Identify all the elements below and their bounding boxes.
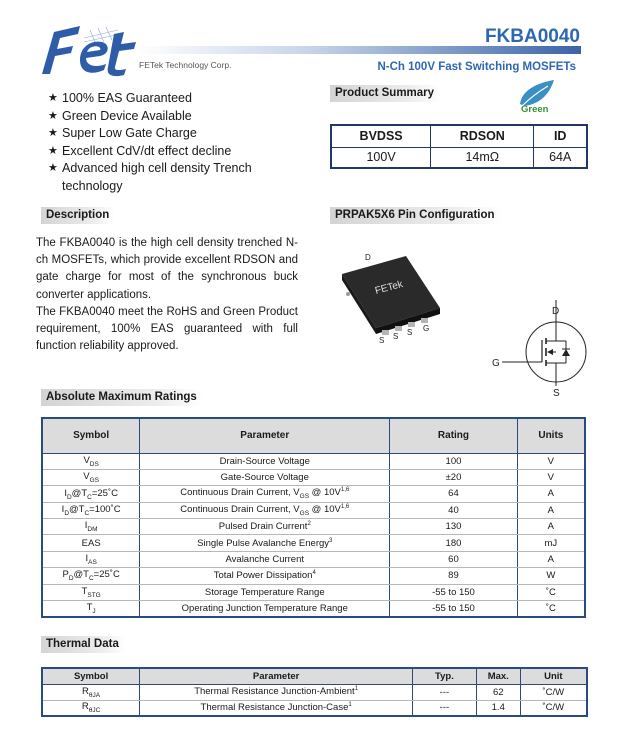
absolute-max-ratings-table: [41, 417, 586, 618]
rating-cell: 89: [390, 568, 517, 584]
symbol-subscript: D: [64, 509, 70, 517]
table-row: [42, 601, 585, 617]
symbol-cell: [42, 551, 140, 567]
column-header: Unit: [520, 668, 587, 684]
rating-cell: 60: [390, 551, 517, 567]
list-item: ★ Super Low Gate Charge: [48, 125, 288, 143]
symbol-text: V: [83, 471, 90, 483]
parameter-text: Gate-Source Voltage: [220, 472, 309, 484]
parameter-text: Thermal Resistance Junction-Case: [200, 702, 349, 714]
company-name: FETek Technology Corp.: [139, 60, 232, 70]
symbol-cell: [42, 502, 140, 518]
symbol-text: R: [81, 701, 89, 713]
symbol-subscript: D: [66, 493, 72, 501]
rating-cell: 100: [390, 453, 517, 469]
symbol-text: I: [64, 487, 67, 499]
table-header-row: [42, 418, 585, 453]
thermal-heading: Thermal Data: [41, 636, 125, 653]
table-row: [42, 700, 587, 716]
parameter-text: Storage Temperature Range: [204, 586, 325, 598]
footnote-ref: 3: [329, 537, 333, 544]
table-row: [331, 147, 587, 168]
pin-config-heading: PRPAK5X6 Pin Configuration: [330, 207, 501, 224]
column-header: Parameter: [140, 668, 413, 684]
max-cell: 1.4: [476, 700, 520, 716]
parameter-text: Thermal Resistance Junction-Ambient: [194, 686, 355, 698]
unit-cell: ˚C/W: [520, 684, 587, 700]
symbol-cell: [42, 568, 140, 584]
symbol-text: I: [84, 520, 88, 532]
rating-cell: -55 to 150: [390, 584, 517, 600]
rating-cell: 40: [390, 502, 517, 518]
symbol-subscript: DS: [89, 460, 99, 468]
unit-cell: W: [517, 568, 585, 584]
footnote-ref: 1: [354, 686, 359, 693]
rating-cell: ±20: [390, 469, 517, 485]
footnote-ref: 4: [312, 570, 316, 577]
symbol-cell: [42, 684, 140, 700]
product-summary-heading: Product Summary: [330, 85, 440, 102]
symbol-subscript: D: [68, 575, 74, 583]
symbol-cell: [42, 535, 140, 551]
symbol-text: I: [85, 553, 89, 565]
star-bullet-icon: ★: [48, 162, 58, 174]
table-header-row: [331, 125, 587, 147]
column-header: Max.: [476, 668, 520, 684]
chip-pin-label: S: [407, 328, 413, 337]
unit-cell: A: [517, 551, 585, 567]
parameter-suffix: @ 10V: [309, 504, 341, 515]
symbol-cell: [42, 601, 140, 617]
feature-list: [48, 90, 288, 195]
table-row: [42, 568, 585, 584]
symbol-cell: [42, 519, 140, 535]
parameter-cell: [140, 601, 390, 617]
symbol-cell: [42, 453, 140, 469]
footnote-ref: 1,6: [340, 503, 350, 510]
star-bullet-icon: ★: [48, 109, 58, 122]
symbol-suffix: @T: [73, 569, 89, 581]
product-subtitle: N-Ch 100V Fast Switching MOSFETs: [377, 61, 576, 73]
parameter-cell: [140, 551, 390, 567]
unit-cell: ˚C/W: [520, 700, 587, 716]
parameter-cell: [140, 486, 390, 502]
symbol-cell: [42, 486, 140, 502]
typ-cell: ---: [413, 700, 477, 716]
symbol-text: V: [83, 454, 90, 466]
symbol-subscript: AS: [88, 558, 97, 566]
unit-cell: ˚C: [517, 601, 585, 617]
symbol-subscript: θJA: [88, 691, 101, 699]
symbol-subscript: θJC: [88, 707, 101, 715]
symbol-text: I: [61, 503, 65, 515]
symbol-text: EAS: [81, 537, 101, 549]
footnote-ref: 2: [307, 521, 311, 528]
max-cell: 62: [476, 684, 520, 700]
unit-cell: A: [517, 486, 585, 502]
abs-max-body: [42, 453, 585, 617]
column-header: Symbol: [42, 668, 140, 684]
unit-cell: ˚C: [517, 584, 585, 600]
parameter-text: Continuous Drain Current, V: [180, 487, 300, 499]
parameter-cell: [140, 684, 413, 700]
summary-header-bvdss: BVDSS: [331, 125, 431, 147]
schematic-label-g: G: [492, 358, 500, 369]
description-paragraph: The FKBA0040 is the high cell density trenched N-ch MOSFETs, which provide excellent RDSON and gate charge for most of the synchronous buck converter applications.: [36, 237, 298, 301]
symbol-suffix: @T: [69, 503, 85, 515]
mosfet-schematic: [488, 300, 598, 400]
description-heading: Description: [41, 207, 115, 224]
table-row: [42, 469, 585, 485]
chip-marking: FETek: [373, 278, 405, 297]
column-header: Units: [517, 418, 585, 453]
parameter-text: Avalanche Current: [225, 554, 305, 566]
parameter-cell: [140, 502, 390, 518]
symbol-subscript: C: [88, 575, 94, 583]
abs-max-heading: Absolute Maximum Ratings: [41, 389, 203, 406]
chip-pin-label: G: [423, 324, 430, 333]
parameter-cell: [140, 700, 413, 716]
parameter-subscript: GS: [299, 493, 310, 501]
symbol-subscript: C: [84, 509, 90, 517]
footnote-ref: 1,6: [340, 487, 350, 494]
symbol-subscript: C: [87, 493, 92, 501]
chip-pin-label: S: [393, 332, 399, 341]
symbol-text: T: [81, 585, 88, 597]
parameter-cell: [140, 568, 390, 584]
parameter-suffix: @ 10V: [309, 487, 341, 499]
table-row: [42, 486, 585, 502]
star-bullet-icon: ★: [48, 92, 58, 104]
document-header: [0, 0, 628, 82]
product-summary-table: [330, 124, 588, 169]
table-row: [42, 584, 585, 600]
column-header: Rating: [390, 418, 517, 453]
table-row: [42, 551, 585, 567]
list-item: ★ Excellent CdV/dt effect decline: [48, 143, 288, 161]
table-row: [42, 453, 585, 469]
summary-header-id: ID: [534, 125, 587, 147]
rating-cell: -55 to 150: [390, 601, 517, 617]
list-item: ★ 100% EAS Guaranteed: [48, 90, 288, 108]
parameter-text: Single Pulse Avalanche Energy: [197, 537, 330, 549]
part-number: FKBA0040: [484, 26, 580, 47]
parameter-cell: [140, 519, 390, 535]
star-bullet-icon: ★: [48, 144, 58, 157]
footnote-ref: 1: [348, 702, 352, 709]
parameter-text: Pulsed Drain Current: [218, 521, 308, 533]
symbol-text: P: [62, 569, 69, 581]
symbol-cell: [42, 469, 140, 485]
table-row: [42, 535, 585, 551]
parameter-cell: [140, 535, 390, 551]
schematic-label-d: D: [552, 306, 560, 317]
table-row: [42, 684, 587, 700]
symbol-subscript: DM: [87, 526, 98, 534]
fetek-logo: [40, 22, 140, 78]
parameter-cell: [140, 584, 390, 600]
thermal-body: [42, 684, 587, 716]
column-header: Parameter: [140, 418, 390, 453]
typ-cell: ---: [413, 684, 477, 700]
symbol-text: T: [86, 602, 93, 614]
symbol-subscript: GS: [89, 477, 100, 485]
symbol-cell: [42, 584, 140, 600]
table-row: [42, 502, 585, 518]
rating-cell: 180: [390, 535, 517, 551]
parameter-text: Operating Junction Temperature Range: [181, 602, 348, 614]
unit-cell: V: [517, 453, 585, 469]
list-item: ★ Green Device Available: [48, 108, 288, 126]
unit-cell: A: [517, 519, 585, 535]
chip-pin-d-label: D: [365, 253, 371, 262]
description-text: [36, 235, 298, 355]
star-bullet-icon: ★: [48, 127, 58, 139]
package-chip-illustration: [328, 246, 448, 346]
parameter-text: Drain-Source Voltage: [219, 455, 310, 467]
unit-cell: V: [517, 469, 585, 485]
parameter-cell: [140, 469, 390, 485]
chip-pin-label: S: [379, 336, 385, 345]
table-header-row: [42, 668, 587, 684]
unit-cell: mJ: [517, 535, 585, 551]
symbol-cell: [42, 700, 140, 716]
parameter-text: Total Power Dissipation: [213, 570, 313, 582]
summary-value-bvdss: 100V: [331, 147, 431, 168]
column-header: Typ.: [413, 668, 477, 684]
summary-value-rdson: 14mΩ: [431, 147, 534, 168]
column-header: Symbol: [42, 418, 140, 453]
symbol-text: R: [82, 685, 89, 697]
symbol-suffix: =25˚C: [93, 569, 120, 581]
description-paragraph: The FKBA0040 meet the RoHS and Green Product requirement, 100% EAS guaranteed with full function reliability approved.: [36, 305, 298, 353]
summary-header-rdson: RDSON: [431, 125, 534, 147]
green-label: Green: [521, 104, 549, 115]
parameter-cell: [140, 453, 390, 469]
table-row: [42, 519, 585, 535]
list-item: ★ Advanced high cell density Trench technology: [48, 160, 288, 195]
symbol-suffix: =100˚C: [89, 503, 121, 515]
parameter-text: Continuous Drain Current, V: [180, 504, 300, 515]
summary-value-id: 64A: [534, 147, 587, 168]
unit-cell: A: [517, 502, 585, 518]
parameter-subscript: GS: [299, 509, 310, 517]
symbol-suffix: =25˚C: [91, 487, 118, 499]
symbol-suffix: @T: [71, 487, 88, 499]
rating-cell: 64: [390, 486, 517, 502]
rating-cell: 130: [390, 519, 517, 535]
symbol-subscript: STG: [87, 591, 101, 599]
schematic-label-s: S: [553, 388, 560, 399]
symbol-subscript: J: [92, 607, 96, 615]
thermal-data-table: [41, 667, 588, 717]
